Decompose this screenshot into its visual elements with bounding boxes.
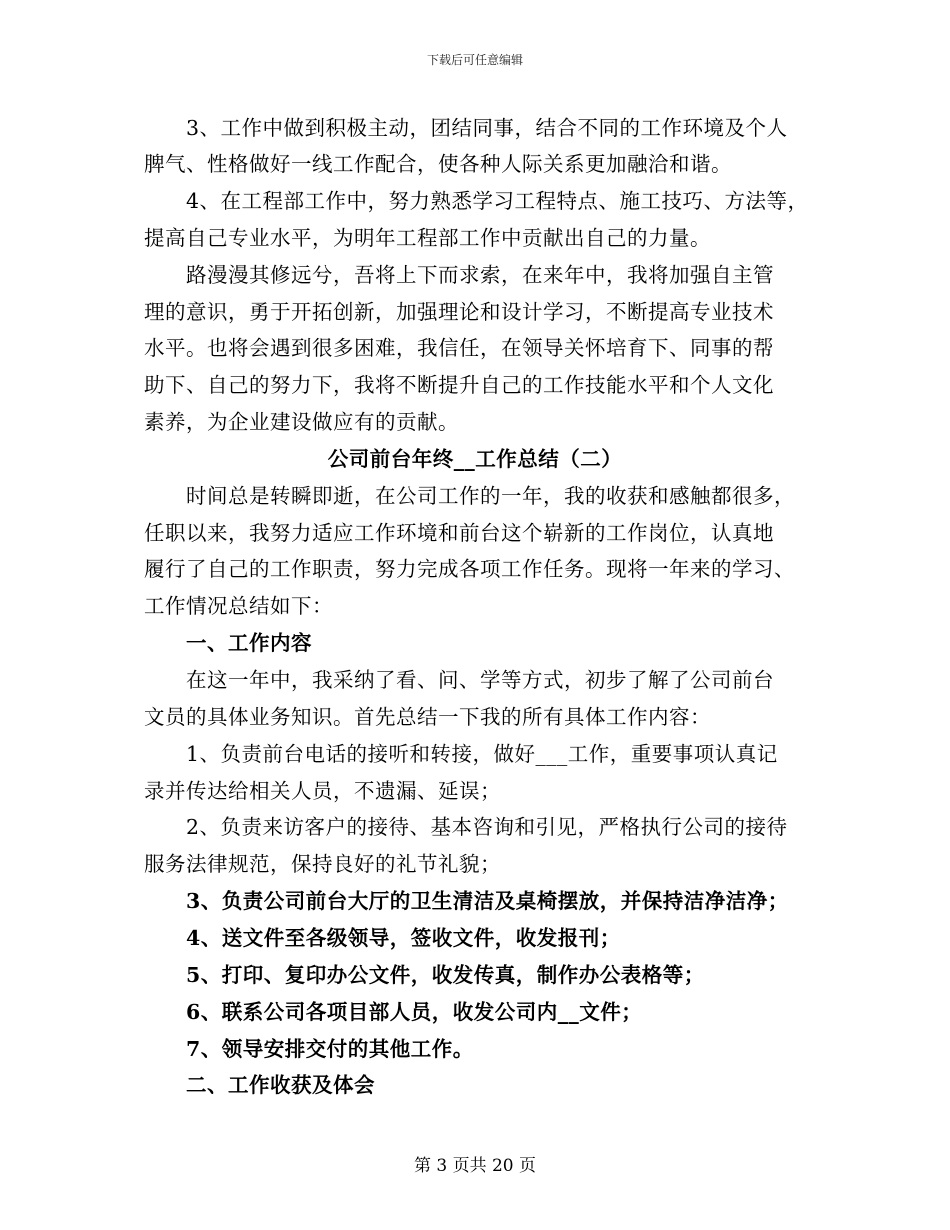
paragraph-line: 助下、自己的努力下，我将不断提升自己的工作技能水平和个人文化 [144,373,774,397]
paragraph-line: 提高自己专业水平，为明年工程部工作中贡献出自己的力量。 [144,226,711,250]
list-item: 4、送文件至各级领导，签收文件，收发报刊； [186,926,621,950]
paragraph-line: 2、负责来访客户的接待、基本咨询和引见，严格执行公司的接待 [186,815,788,839]
paragraph-line: 1、负责前台电话的接听和转接，做好___工作，重要事项认真记 [186,742,778,766]
paragraph-line: 服务法律规范，保持良好的礼节礼貌； [144,852,501,876]
paragraph-line: 4、在工程部工作中，努力熟悉学习工程特点、施工技巧、方法等， [186,189,809,213]
paragraph-line: 文员的具体业务知识。首先总结一下我的所有具体工作内容： [144,705,711,729]
paragraph-line: 工作情况总结如下： [144,594,333,618]
page-header: 下载后可任意编辑 [426,53,523,67]
subheading-gains: 二、工作收获及体会 [186,1073,375,1097]
paragraph-line: 脾气、性格做好一线工作配合，使各种人际关系更加融洽和谐。 [144,152,732,176]
paragraph-line: 水平。也将会遇到很多困难，我信任，在领导关怀培育下、同事的帮 [144,336,774,360]
paragraph-line: 路漫漫其修远兮，吾将上下而求索，在来年中，我将加强自主管 [186,263,774,287]
subheading-work-content: 一、工作内容 [186,631,312,655]
paragraph-line: 任职以来，我努力适应工作环境和前台这个崭新的工作岗位，认真地 [144,521,774,545]
page-number: 第 3 页共 20 页 [413,1156,537,1176]
paragraph-line: 录并传达给相关人员，不遗漏、延误； [144,779,501,803]
paragraph-line: 时间总是转瞬即逝，在公司工作的一年，我的收获和感触都很多， [186,484,795,508]
list-item: 5、打印、复印办公文件，收发传真，制作办公表格等； [186,963,705,987]
list-item: 6、联系公司各项目部人员，收发公司内__文件； [186,1000,643,1024]
section-title: 公司前台年终__工作总结（二） [327,447,623,471]
paragraph-line: 在这一年中，我采纳了看、问、学等方式，初步了解了公司前台 [186,668,774,692]
list-item: 7、领导安排交付的其他工作。 [186,1037,474,1061]
paragraph-line: 3、工作中做到积极主动，团结同事，结合不同的工作环境及个人 [186,116,788,140]
list-item: 3、负责公司前台大厅的卫生清洁及桌椅摆放，并保持洁净洁净； [186,889,789,913]
paragraph-line: 素养，为企业建设做应有的贡献。 [144,410,459,434]
paragraph-line: 履行了自己的工作职责，努力完成各项工作任务。现将一年来的学习、 [144,557,795,581]
paragraph-line: 理的意识，勇于开拓创新，加强理论和设计学习，不断提高专业技术 [144,300,774,324]
